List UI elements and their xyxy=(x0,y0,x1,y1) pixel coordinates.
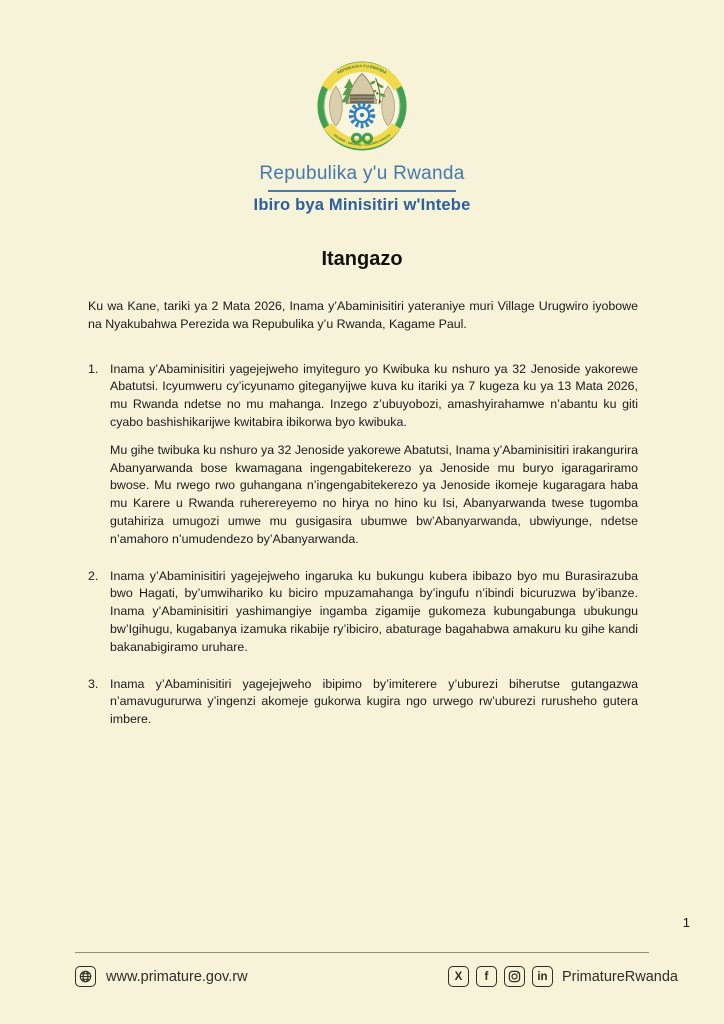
item-body xyxy=(110,568,638,657)
letterhead xyxy=(0,0,724,215)
list-item xyxy=(88,361,638,549)
x-icon[interactable]: X xyxy=(448,966,469,987)
header-divider xyxy=(268,190,456,192)
page-number: 1 xyxy=(682,915,690,930)
footer xyxy=(75,966,678,987)
item-number: 2. xyxy=(88,568,99,583)
list-item xyxy=(88,676,638,729)
footer-divider xyxy=(75,952,649,953)
item-paragraph: Inama y’Abaminisitiri yagejejweho ibipimo by’imiterere y’uburezi biherutse gutangazwa n’amavugururwa y’ingenzi akomeje gukorwa kugira ngo urwego rw’uburezi rurusheho gutera imbere. xyxy=(110,676,638,727)
list-item xyxy=(88,568,638,657)
item-body xyxy=(110,361,638,549)
item-number: 3. xyxy=(88,676,99,691)
emblem-bottom-banner-text: UBUMWE - UMURIMO - GUKUNDA IGIHUGU xyxy=(332,132,392,147)
emblem-top-banner-text: REPUBULIKA Y'U RWANDA xyxy=(336,64,388,76)
facebook-icon[interactable]: f xyxy=(476,966,497,987)
document-content xyxy=(88,298,638,729)
document-title: Itangazo xyxy=(321,248,403,270)
website-url[interactable]: www.primature.gov.rw xyxy=(106,968,248,985)
item-body xyxy=(110,676,638,729)
intro-paragraph: Ku wa Kane, tariki ya 2 Mata 2026, Inama y’Abaminisitiri yateraniye muri Village Urugwiro iyobowe na Nyakubahwa Perezida wa Repubulika y’u Rwanda, Kagame Paul. xyxy=(88,299,638,331)
item-number: 1. xyxy=(88,361,99,376)
social-handle[interactable]: PrimatureRwanda xyxy=(561,968,678,985)
item-paragraph: Inama y’Abaminisitiri yagejejweho imyiteguro yo Kwibuka ku nshuro ya 32 Jenoside yakorewe Abatutsi. Icyumweru cy’icyunamo giteganyijwe kuva ku itariki ya 7 kugeza ku ya 13 Mata 2026, mu Rwanda ndetse no mu mahanga. Inzego z’ubuyobozi, amashyirahamwe n’abantu ku giti cyabo bashishikarijwe kwitabira ibikorwa byo kwibuka. xyxy=(110,361,638,429)
republic-title: Repubulika y'u Rwanda xyxy=(259,163,465,184)
globe-icon xyxy=(75,966,96,987)
linkedin-icon[interactable]: in xyxy=(532,966,553,987)
footer-social xyxy=(448,966,678,987)
instagram-icon[interactable] xyxy=(504,966,525,987)
rwanda-coat-of-arms xyxy=(308,52,416,160)
item-paragraph: Inama y’Abaminisitiri yagejejweho ingaruka ku bukungu kubera ibibazo byo mu Burasirazuba bwo Hagati, by’umwihariko ku biciro mpuzamahanga by’ingufu n’ibindi bicuruzwa by’ibanze. Inama y’Abaminisitiri yashimangiye ingamba zigamije gukomeza kubungabunga ubukungu bw’Igihugu, kugabanya izamuka rikabije ry’ibiciro, abaturage bagahabwa amakuru ku gihe kandi bakanabigiramo uruhare. xyxy=(110,568,638,654)
item-paragraph: Mu gihe twibuka ku nshuro ya 32 Jenoside yakorewe Abatutsi, Inama y’Abaminisitiri irakangurira Abanyarwanda bose kwamagana ingengabitekerezo ya Jenoside mu buryo igaragariramo bwose. Mu rwego rwo guhangana n’ingengabitekerezo ya Jenoside ikomeje kugaragara haba mu Karere u Rwanda ruherereyemo no hirya no hino ku Isi, Abanyarwanda twese tugomba gutahiriza umugozi umwe mu gusigasira ubumwe bw’Abanyarwanda, ubwiyunge, ndetse n’amahoro n’umudendezo by’Abanyarwanda. xyxy=(110,442,638,546)
footer-website[interactable] xyxy=(75,966,248,987)
office-title: Ibiro bya Minisitiri w'Intebe xyxy=(253,196,471,214)
